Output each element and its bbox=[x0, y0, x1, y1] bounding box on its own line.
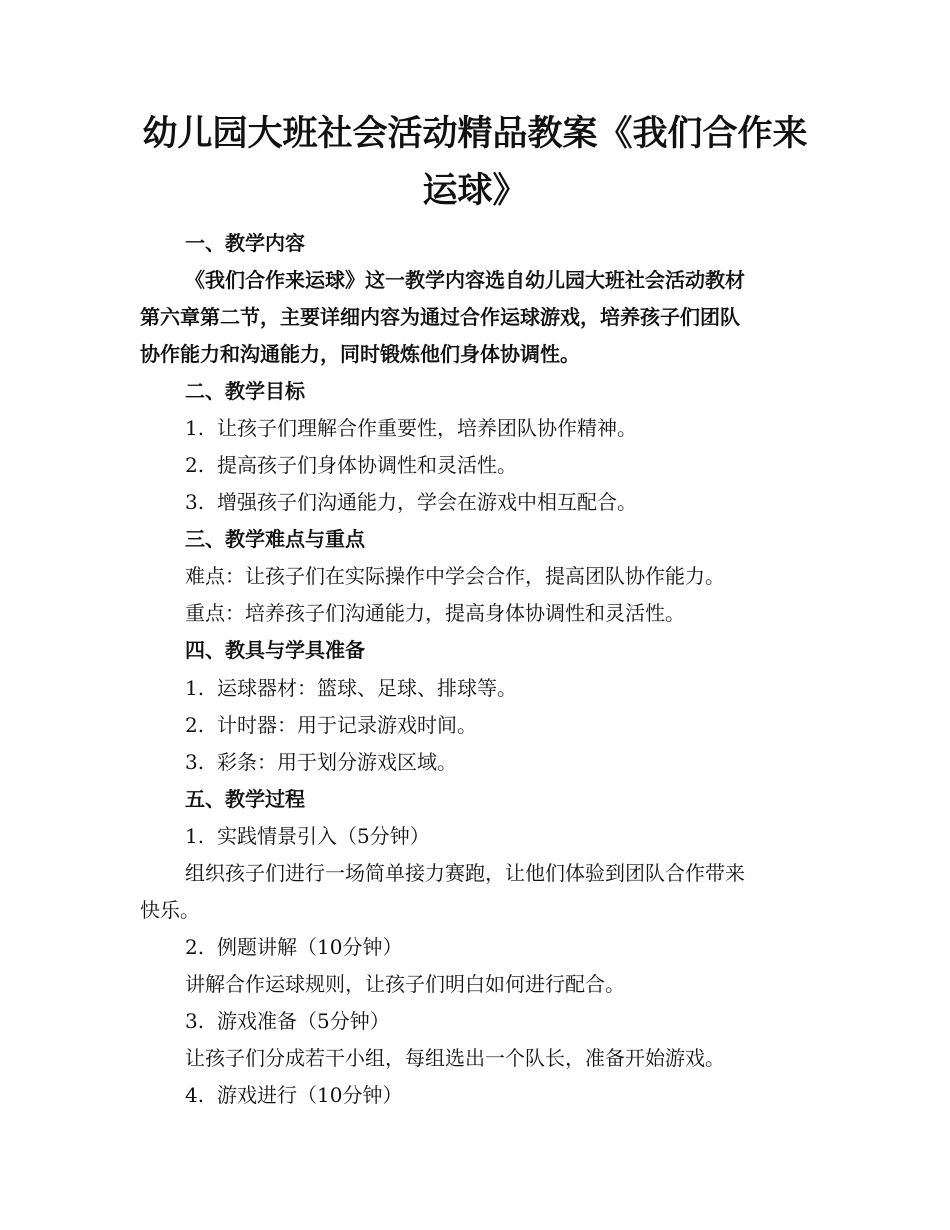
process-step-description: 让孩子们分成若干小组，每组选出一个队长，准备开始游戏。 bbox=[185, 1046, 725, 1070]
section-heading-teaching-content: 一、教学内容 bbox=[185, 231, 305, 255]
list-item-number: 1. bbox=[185, 416, 205, 440]
list-item-number: 2. bbox=[185, 453, 205, 477]
list-item bbox=[185, 676, 865, 700]
process-step bbox=[185, 935, 865, 959]
section-heading-teaching-goals: 二、教学目标 bbox=[185, 379, 305, 403]
list-item bbox=[185, 713, 865, 737]
process-step-description: 快乐。 bbox=[140, 898, 200, 922]
list-item-text: 运球器材：篮球、足球、排球等。 bbox=[217, 676, 517, 700]
process-step-title: 游戏进行（10分钟） bbox=[217, 1083, 403, 1107]
list-item-number: 3. bbox=[185, 750, 205, 774]
list-item bbox=[185, 490, 865, 514]
key-point: 重点：培养孩子们沟通能力，提高身体协调性和灵活性。 bbox=[185, 601, 685, 625]
list-item-text: 让孩子们理解合作重要性，培养团队协作精神。 bbox=[217, 416, 637, 440]
paragraph-line: 《我们合作来运球》这一教学内容选自幼儿园大班社会活动教材 bbox=[185, 268, 745, 292]
paragraph-line: 协作能力和沟通能力，同时锻炼他们身体协调性。 bbox=[140, 342, 580, 366]
document-title-line-2: 运球》 bbox=[422, 170, 528, 211]
list-item-number: 3. bbox=[185, 490, 205, 514]
process-step-number: 4. bbox=[185, 1083, 205, 1107]
process-step-description: 讲解合作运球规则，让孩子们明白如何进行配合。 bbox=[185, 972, 625, 996]
list-item-text: 提高孩子们身体协调性和灵活性。 bbox=[217, 453, 517, 477]
section-heading-difficulty-and-key: 三、教学难点与重点 bbox=[185, 527, 365, 551]
process-step bbox=[185, 824, 865, 848]
process-step bbox=[185, 1083, 865, 1107]
paragraph-line: 第六章第二节，主要详细内容为通过合作运球游戏，培养孩子们团队 bbox=[140, 305, 740, 329]
list-item bbox=[185, 416, 865, 440]
process-step-title: 实践情景引入（5分钟） bbox=[217, 824, 430, 848]
process-step bbox=[185, 1009, 865, 1033]
process-step-number: 2. bbox=[185, 935, 205, 959]
process-step-title: 游戏准备（5分钟） bbox=[217, 1009, 390, 1033]
section-heading-teaching-process: 五、教学过程 bbox=[185, 787, 305, 811]
list-item-text: 彩条：用于划分游戏区域。 bbox=[217, 750, 457, 774]
section-heading-teaching-aids: 四、教具与学具准备 bbox=[185, 638, 365, 662]
list-item-text: 计时器：用于记录游戏时间。 bbox=[217, 713, 477, 737]
list-item bbox=[185, 750, 865, 774]
process-step-title: 例题讲解（10分钟） bbox=[217, 935, 403, 959]
process-step-description: 组织孩子们进行一场简单接力赛跑，让他们体验到团队合作带来 bbox=[185, 861, 745, 885]
difficulty-point: 难点：让孩子们在实际操作中学会合作，提高团队协作能力。 bbox=[185, 564, 725, 588]
list-item bbox=[185, 453, 865, 477]
list-item-number: 1. bbox=[185, 676, 205, 700]
list-item-number: 2. bbox=[185, 713, 205, 737]
process-step-number: 3. bbox=[185, 1009, 205, 1033]
document-title-line-1: 幼儿园大班社会活动精品教案《我们合作来 bbox=[142, 113, 808, 154]
process-step-number: 1. bbox=[185, 824, 205, 848]
list-item-text: 增强孩子们沟通能力，学会在游戏中相互配合。 bbox=[217, 490, 637, 514]
